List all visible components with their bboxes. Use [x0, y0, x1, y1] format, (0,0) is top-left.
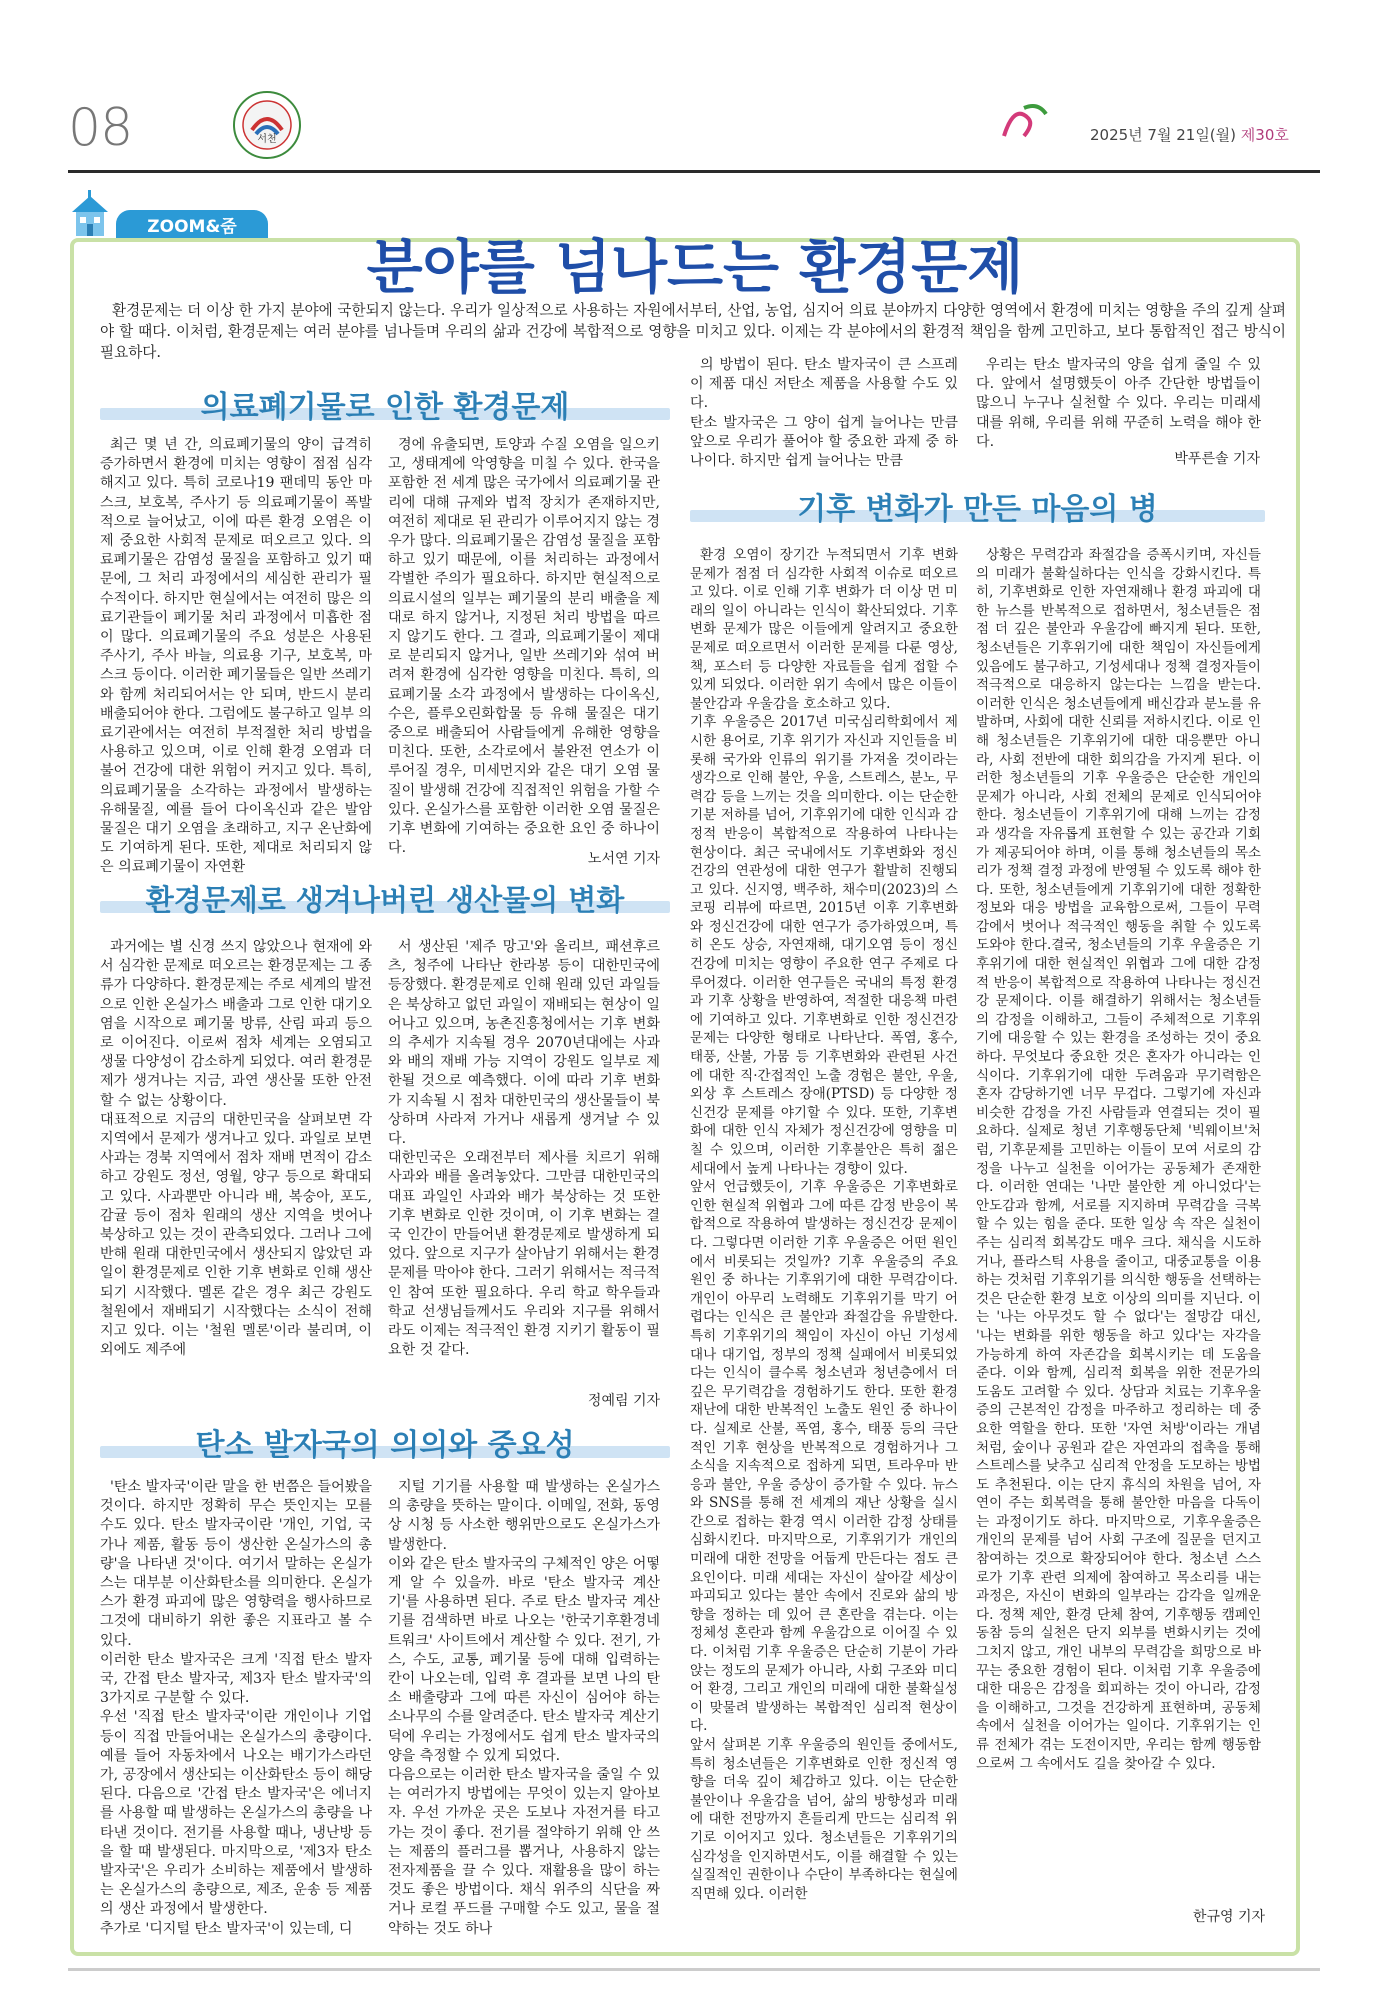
lead-paragraph: 환경문제는 더 이상 한 가지 분야에 국한되지 않는다. 우리가 일상적으로 사용하는 자원에서부터, 산업, 농업, 심지어 의료 분야까지 다양한 영역에서 환경에 미치는 영향을 주의 깊게 살펴야 할 때다. 이처럼, 환경문제는 여러 분야를 넘나들며 우리의 삶과 건강에 복합적으로 영향을 미치고 있다. 이제는 각 분야에서의 환경적 책임을 함께 고민하고, 보다 통합적인 접근 방식이 필요하다.	[100, 302, 1286, 361]
article-title-text: 환경문제로 생겨나버린 생산물의 변화	[145, 883, 625, 917]
page-title: 분야를 넘나드는 환경문제	[366, 233, 1024, 301]
byline: 박푸른솔 기자	[1174, 451, 1260, 467]
date-text: 2025년 7월 21일(월)	[1090, 126, 1237, 144]
article-title-carbon-footprint	[100, 1420, 670, 1463]
article-text: 지털 기기를 사용할 때 발생하는 온실가스의 총량을 뜻하는 말이다. 이메일, 전화, 동영상 시청 등 사소한 행위만으로도 온실가스가 발생한다. 이와 같은 탄소 발자국의 구체적인 양은 어떻게 알 수 있을까. 바로 '탄소 발자국 계산기'를 사용하면 된다. 주로 탄소 발자국 계산기를 검색하면 바로 나오는 '한국기후환경네트워크' 사이트에서 계산할 수 있다. 전기, 가스, 수도, 교통, 폐기물 등에 대해 입력하는 칸이 나오는데, 입력 후 결과를 보면 나의 탄소 배출량과 그에 따른 자신이 심어야 하는 소나무의 수를 알려준다. 탄소 발자국 계산기 덕에 우리는 가정에서도 쉽게 탄소 발자국의 양을 측정할 수 있게 되었다. 다음으로는 이러한 탄소 발자국을 줄일 수 있는 여러가지 방법에는 무엇이 있는지 알아보자. 우선 가까운 곳은 도보나 자전거를 타고 가는 것이 좋다. 전기를 절약하기 위해 안 쓰는 제품의 플러그를 뽑거나, 사용하지 않는 전자제품을 끌 수 있다. 재활용을 많이 하는 것도 좋은 방법이다. 채식 위주의 식단을 짜거나 로컬 푸드를 구매할 수도 있고, 물을 절약하는 것도 하나	[388, 1479, 660, 1937]
article4-column-1	[690, 546, 958, 1903]
byline: 한규영 기자	[1192, 1909, 1265, 1925]
article-title-medical-waste	[100, 382, 670, 425]
article-text: '탄소 발자국'이란 말을 한 번쯤은 들어봤을 것이다. 하지만 정확히 무슨 뜻인지는 모를 수도 있다. 탄소 발자국이란 '개인, 기업, 국가나 제품, 활동 등이 생산한 온실가스의 총량'을 나타낸 것'이다. 여기서 말하는 온실가스는 대부분 이산화탄소를 의미한다. 온실가스가 환경 파괴에 많은 영향력을 행사하므로 그것에 대비하기 위한 좋은 지표라고 볼 수 있다. 이러한 탄소 발자국은 크게 '직접 탄소 발자국, 간접 탄소 발자국, 제3자 탄소 발자국'의 3가지로 구분할 수 있다. 우선 '직접 탄소 발자국'이란 개인이나 기업 등이 직접 만들어내는 온실가스의 총량이다. 예를 들어 자동차에서 나오는 배기가스라던가, 공장에서 생산되는 이산화탄소 등이 해당된다. 다음으로 '간접 탄소 발자국'은 에너지를 사용할 때 발생하는 온실가스의 총량을 나타낸 것이다. 전기를 사용할 때나, 냉난방 등을 할 때 발생된다. 마지막으로, '제3자 탄소 발자국'은 우리가 소비하는 제품에서 발생하는 온실가스의 총량으로, 제조, 운송 등 제품의 생산 과정에서 발생한다. 추가로 '디지털 탄소 발자국'이 있는데, 디	[100, 1479, 372, 1937]
article4-column-2	[976, 546, 1261, 1773]
article1-column-2	[388, 436, 660, 858]
issue-number: 제30호	[1240, 126, 1289, 144]
svg-text:서천: 서천	[257, 134, 277, 145]
article1-column-1	[100, 436, 372, 878]
article-text: 최근 몇 년 간, 의료폐기물의 양이 급격히 증가하면서 환경에 미치는 영향이 점점 심각해지고 있다. 특히 코로나19 팬데믹 동안 마스크, 보호복, 주사기 등 의료폐기물이 폭발적으로 늘어났고, 이에 따른 환경 오염은 이제 중요한 사회적 문제로 떠오르고 있다. 의료폐기물은 감염성 물질을 포함하고 있기 때문에, 그 처리 과정에서의 세심한 관리가 필수적이다. 하지만 현실에서는 여전히 많은 의료기관들이 폐기물 처리 과정에서 미흡한 점이 많다. 의료폐기물의 주요 성분은 사용된 주사기, 주사 바늘, 의료용 기구, 보호복, 마스크 등이다. 이러한 폐기물들은 일반 쓰레기와 함께 처리되어서는 안 되며, 반드시 분리 배출되어야 한다. 그럼에도 불구하고 일부 의료기관에서는 여전히 부적절한 처리 방법을 사용하고 있으며, 이로 인해 환경 오염과 더불어 건강에 대한 위험이 커지고 있다. 특히, 의료폐기물을 소각하는 과정에서 발생하는 유해물질, 예를 들어 다이옥신과 같은 발암 물질은 대기 오염을 초래하고, 지구 온난화에도 기여하게 된다. 또한, 제대로 처리되지 않은 의료폐기물이 자연환	[100, 437, 372, 876]
article3-column-2	[388, 1478, 660, 1939]
article-text: 우리는 탄소 발자국의 양을 쉽게 줄일 수 있다. 앞에서 설명했듯이 아주 간단한 방법들이 많으니 누구나 실천할 수 있다. 우리는 미래세대를 위해, 우리를 위해 꾸준히 노력을 해야 한다.	[976, 357, 1261, 450]
article-title-product-change	[100, 878, 670, 917]
article-title-text: 탄소 발자국의 의의와 중요성	[195, 1428, 575, 1463]
bottom-rule	[68, 1968, 1320, 1971]
article2-column-2	[388, 938, 660, 1360]
article3-column-3	[690, 356, 958, 471]
byline: 노서연 기자	[587, 851, 660, 867]
article3-column-1	[100, 1478, 372, 1939]
article-text: 상황은 무력감과 좌절감을 증폭시키며, 자신들의 미래가 불확실하다는 인식을 강화시킨다. 특히, 기후변화로 인한 자연재해나 환경 파괴에 대한 뉴스를 반복적으로 접하면서, 청소년들은 점점 더 깊은 불안과 우울감에 빠지게 된다. 또한, 청소년들은 기후위기에 대한 책임이 자신들에게 있음에도 불구하고, 기성세대나 정책 결정자들이 적극적으로 대응하지 않는다는 느낌을 받는다. 이러한 인식은 청소년들에게 배신감과 분노를 유발하며, 사회에 대한 신뢰를 저하시킨다. 이로 인해 청소년들은 기후위기에 대한 대응뿐만 아니라, 사회 전반에 대한 회의감을 가지게 된다. 이러한 청소년들의 기후 우울증은 단순한 개인의 문제가 아니라, 사회 전체의 문제로 인식되어야 한다. 청소년들이 기후위기에 대해 느끼는 감정과 생각을 자유롭게 표현할 수 있는 공간과 기회가 제공되어야 하며, 이를 통해 청소년들의 목소리가 정책 결정 과정에 반영될 수 있도록 해야 한다. 또한, 청소년들에게 기후위기에 대한 정확한 정보와 대응 방법을 교육함으로써, 그들이 무력감에서 벗어나 적극적인 행동을 취할 수 있도록 도와야 한다.결국, 청소년들의 기후 우울증은 기후위기에 대한 현실적인 위협과 그에 대한 감정적 반응이 복합적으로 작용하여 나타나는 정신건강 문제이다. 이를 해결하기 위해서는 청소년들의 감정을 이해하고, 그들이 주체적으로 기후위기에 대응할 수 있는 환경을 조성하는 것이 중요하다. 무엇보다 중요한 것은 혼자가 아니라는 인식이다. 기후위기에 대한 두려움과 무기력함은 혼자 감당하기엔 너무 무겁다. 그렇기에 자신과 비슷한 감정을 가진 사람들과 연결되는 것이 필요하다. 실제로 청년 기후행동단체 '빅웨이브'처럼, 기후문제를 고민하는 이들이 모여 서로의 감정을 나누고 실천을 이어가는 공동체가 존재한다. 이러한 연대는 '나만 불안한 게 아니었다'는 안도감과 함께, 서로를 지지하며 무력감을 극복할 수 있는 힘을 준다. 또한 일상 속 작은 실천이 주는 심리적 회복감도 매우 크다. 채식을 시도하거나, 플라스틱 사용을 줄이고, 대중교통을 이용하는 것처럼 기후위기를 의식한 행동을 선택하는 것은 단순한 환경 보호 이상의 의미를 지닌다. 이는 '나는 아무것도 할 수 없다'는 절망감 대신, '나는 변화를 위한 행동을 하고 있다'는 자각을 가능하게 하여 자존감을 회복시키는 데 도움을 준다. 이와 함께, 심리적 회복을 위한 전문가의 도움도 고려할 수 있다. 상담과 치료는 기후우울증의 근본적인 감정을 마주하고 정리하는 데 중요한 역할을 한다. 또한 '자연 처방'이라는 개념처럼, 숲이나 공원과 같은 자연과의 접촉을 통해 스트레스를 낮추고 심리적 안정을 도모하는 방법도 추천된다. 이는 단지 휴식의 차원을 넘어, 자연이 주는 회복력을 통해 불안한 마음을 다독이는 과정이기도 하다. 마지막으로, 기후우울증은 개인의 문제를 넘어 사회 구조에 질문을 던지고 참여하는 것으로 확장되어야 한다. 청소년 스스로가 기후 관련 의제에 참여하고 목소리를 내는 과정은, 자신이 변화의 일부라는 감각을 일깨운다. 정책 제안, 환경 단체 참여, 기후행동 캠페인 동참 등의 실천은 단지 외부를 변화시키는 것에 그치지 않고, 개인 내부의 무력감을 희망으로 바꾸는 중요한 경험이 된다. 이처럼 기후 우울증에 대한 대응은 감정을 회피하는 것이 아니라, 감정을 이해하고, 그것을 건강하게 표현하며, 공동체 속에서 실천을 이어가는 일이다. 기후위기는 인류 전체가 겪는 도전이지만, 우리는 함께 행동함으로써 그 속에서도 길을 찾아갈 수 있다.	[976, 547, 1261, 1772]
section-tab-zoom: ZOOM&줌	[116, 210, 268, 238]
article-text: 경에 유출되면, 토양과 수질 오염을 일으키고, 생태계에 악영향을 미칠 수 있다. 한국을 포함한 전 세계 많은 국가에서 의료폐기물 관리에 대해 규제와 법적 장치가 존재하지만, 여전히 제대로 된 관리가 이루어지지 않는 경우가 많다. 의료폐기물은 감염성 물질을 포함하고 있기 때문에, 이를 처리하는 과정에서 각별한 주의가 필요하다. 하지만 현실적으로 의료시설의 일부는 폐기물의 분리 배출을 제대로 하지 않거나, 지정된 처리 방법을 따르지 않기도 한다. 그 결과, 의료폐기물이 제대로 분리되지 않거나, 일반 쓰레기와 섞여 버려져 환경에 심각한 영향을 미친다. 특히, 의료폐기물 소각 과정에서 발생하는 다이옥신, 수은, 플루오린화합물 등 유해 물질은 대기 중으로 배출되어 사람들에게 유해한 영향을 미친다. 또한, 소각로에서 불완전 연소가 이루어질 경우, 미세먼지와 같은 대기 오염 물질이 발생해 건강에 직접적인 위험을 가할 수 있다. 온실가스를 포함한 이러한 오염 물질은 기후 변화에 기여하는 중요한 요인 중 하나이다.	[388, 437, 660, 857]
article2-column-1	[100, 938, 372, 1360]
article-title-text: 의료폐기물로 인한 환경문제	[200, 390, 570, 425]
issue-date	[1090, 124, 1289, 145]
article-text: 과거에는 별 신경 쓰지 않았으나 현재에 와서 심각한 문제로 떠오르는 환경문제는 그 종류가 다양하다. 환경문제는 주로 세계의 발전으로 인한 온실가스 배출과 그로 인한 대기오염을 시작으로 폐기물 방류, 산림 파괴 등으로 이어진다. 이로써 점차 세계는 오염되고 생물 다양성이 감소하게 되었다. 여러 환경문제가 생겨나는 지금, 과연 생산물 또한 안전할 수 없는 상황이다. 대표적으로 지금의 대한민국을 살펴보면 각 지역에서 문제가 생겨나고 있다. 과일로 보면 사과는 경북 지역에서 점차 재배 면적이 감소하고 강원도 정선, 영월, 양구 등으로 확대되고 있다. 사과뿐만 아니라 배, 복숭아, 포도, 감귤 등이 점차 원래의 생산 지역을 벗어나 북상하고 있는 것이 관측되었다. 그러나 그에 반해 원래 대한민국에서 생산되지 않았던 과일이 환경문제로 인한 기후 변화로 인해 생산되기 시작했다. 멜론 같은 경우 최근 강원도 철원에서 재배되기 시작했다는 소식이 전해지고 있다. 이는 '철원 멜론'이라 불리며, 이 외에도 제주에	[100, 939, 372, 1359]
article-text: 환경 오염이 장기간 누적되면서 기후 변화 문제가 점점 더 심각한 사회적 이슈로 떠오르고 있다. 이로 인해 기후 변화가 더 이상 먼 미래의 일이 아니라는 인식이 확산되었다. 기후 변화 문제가 많은 이들에게 알려지고 중요한 문제로 떠오르면서 이러한 문제를 다룬 영상, 책, 포스터 등 다양한 자료들을 쉽게 접할 수 있게 되었다. 이러한 위기 속에서 많은 이들이 불안감과 우울감을 호소하고 있다. 기후 우울증은 2017년 미국심리학회에서 제시한 용어로, 기후 위기가 자신과 지인들을 비롯해 국가와 인류의 위기를 가져올 것이라는 생각으로 인해 불안, 우울, 스트레스, 분노, 무력감 등을 느끼는 것을 의미한다. 이는 단순한 기분 저하를 넘어, 기후위기에 대한 인식과 감정적 반응이 복합적으로 작용하여 나타나는 현상이다. 최근 국내에서도 기후변화와 정신건강의 연관성에 대한 연구가 활발히 진행되고 있다. 신지영, 백주하, 채수미(2023)의 스코핑 리뷰에 따르면, 2015년 이후 기후변화와 정신건강에 대한 연구가 증가하였으며, 특히 온도 상승, 자연재해, 대기오염 등이 정신건강에 미치는 영향이 주요한 연구 주제로 다루어졌다. 이러한 연구들은 국내의 특정 환경과 기후 상황을 반영하여, 적절한 대응책 마련에 기여하고 있다. 기후변화로 인한 정신건강 문제는 다양한 형태로 나타난다. 폭염, 홍수, 태풍, 산불, 가뭄 등 기후변화와 관련된 사건에 대한 직·간접적인 노출 경험은 불안, 우울, 외상 후 스트레스 장애(PTSD) 등 다양한 정신건강 문제를 야기할 수 있다. 또한, 기후변화에 대한 인식 자체가 정신건강에 영향을 미칠 수 있으며, 이러한 기후불안은 특히 젊은 세대에서 높게 나타나는 경향이 있다. 앞서 언급했듯이, 기후 우울증은 기후변화로 인한 현실적 위협과 그에 따른 감정 반응이 복합적으로 작용하여 발생하는 정신건강 문제이다. 그렇다면 이러한 기후 우울증은 어떤 원인에서 비롯되는 것일까? 기후 우울증의 주요 원인 중 하나는 기후위기에 대한 무력감이다. 개인이 아무리 노력해도 기후위기를 막기 어렵다는 인식은 큰 불안과 좌절감을 유발한다. 특히 기후위기의 책임이 자신이 아닌 기성세대나 대기업, 정부의 정책 실패에서 비롯되었다는 인식이 클수록 청소년과 청년층에서 더 깊은 무기력감을 경험하기도 한다. 또한 환경 재난에 대한 반복적인 노출도 원인 중 하나이다. 실제로 산불, 폭염, 홍수, 태풍 등의 극단적인 기후 현상을 반복적으로 경험하거나 그 소식을 지속적으로 접하게 되면, 트라우마 반응과 불안, 우울 증상이 증가할 수 있다. 뉴스와 SNS를 통해 전 세계의 재난 상황을 실시간으로 접하는 환경 역시 이러한 감정 상태를 심화시킨다. 마지막으로, 기후위기가 개인의 미래에 대한 전망을 어둡게 만든다는 점도 큰 요인이다. 미래 세대는 자신이 살아갈 세상이 파괴되고 있다는 불안 속에서 진로와 삶의 방향을 정하는 데 있어 큰 혼란을 겪는다. 이는 정체성 혼란과 함께 우울감으로 이어질 수 있다. 이처럼 기후 우울증은 단순히 기분이 가라앉는 정도의 문제가 아니라, 사회 구조와 미디어 환경, 그리고 개인의 미래에 대한 불확실성이 맞물려 발생하는 복합적인 심리적 현상이다. 앞서 살펴본 기후 우울증의 원인들 중에서도, 특히 청소년들은 기후변화로 인한 정신적 영향을 더욱 깊이 체감하고 있다. 이는 단순한 불안이나 우울감을 넘어, 삶의 방향성과 미래에 대한 전망까지 흔들리게 만드는 심리적 위기로 이어지고 있다. 청소년들은 기후위기의 심각성을 인지하면서도, 이를 해결할 수 있는 실질적인 권한이나 수단이 부족하다는 현실에 직면해 있다. 이러한	[690, 547, 958, 1902]
page-number: 08	[68, 98, 133, 158]
article-title-climate-depression	[690, 484, 1265, 527]
byline: 정예림 기자	[587, 1393, 660, 1409]
masthead-logo	[994, 96, 1054, 156]
top-rule	[68, 170, 1320, 173]
article3-column-4	[976, 356, 1261, 452]
article-text: 의 방법이 된다. 탄소 발자국이 큰 스프레이 제품 대신 저탄소 제품을 사용할 수도 있다. 탄소 발자국은 그 양이 쉽게 늘어나는 만큼 앞으로 우리가 풀어야 할 중요한 과제 중 하나이다. 하지만 쉽게 늘어나는 만큼	[690, 357, 958, 470]
article-title-text: 기후 변화가 만든 마음의 병	[797, 492, 1158, 527]
newspaper-logo	[232, 90, 302, 160]
article-text: 서 생산된 '제주 망고'와 올리브, 패션후르츠, 청주에 나타난 한라봉 등이 대한민국에 등장했다. 환경문제로 인해 원래 있던 과일들은 북상하고 없던 과일이 재배되는 현상이 일어나고 있으며, 농촌진흥청에서는 기후 변화의 추세가 지속될 경우 2070년대에는 사과와 배의 재배 가능 지역이 강원도 일부로 제한될 것으로 예측했다. 이에 따라 기후 변화가 지속될 시 점차 대한민국의 생산물들이 북상하며 사라져 가거나 새롭게 생겨날 수 있다. 대한민국은 오래전부터 제사를 치르기 위해 사과와 배를 올려놓았다. 그만큼 대한민국의 대표 과일인 사과와 배가 북상하는 것 또한 기후 변화로 인한 것이며, 이 기후 변화는 결국 인간이 만들어낸 환경문제로 발생하게 되었다. 앞으로 지구가 살아남기 위해서는 환경문제를 막아야 한다. 그러기 위해서는 적극적인 참여 또한 필요하다. 우리 학교 학우들과 학교 선생님들께서도 우리와 지구를 위해서라도 이제는 적극적인 환경 지키기 활동이 필요한 것 같다.	[388, 939, 660, 1359]
